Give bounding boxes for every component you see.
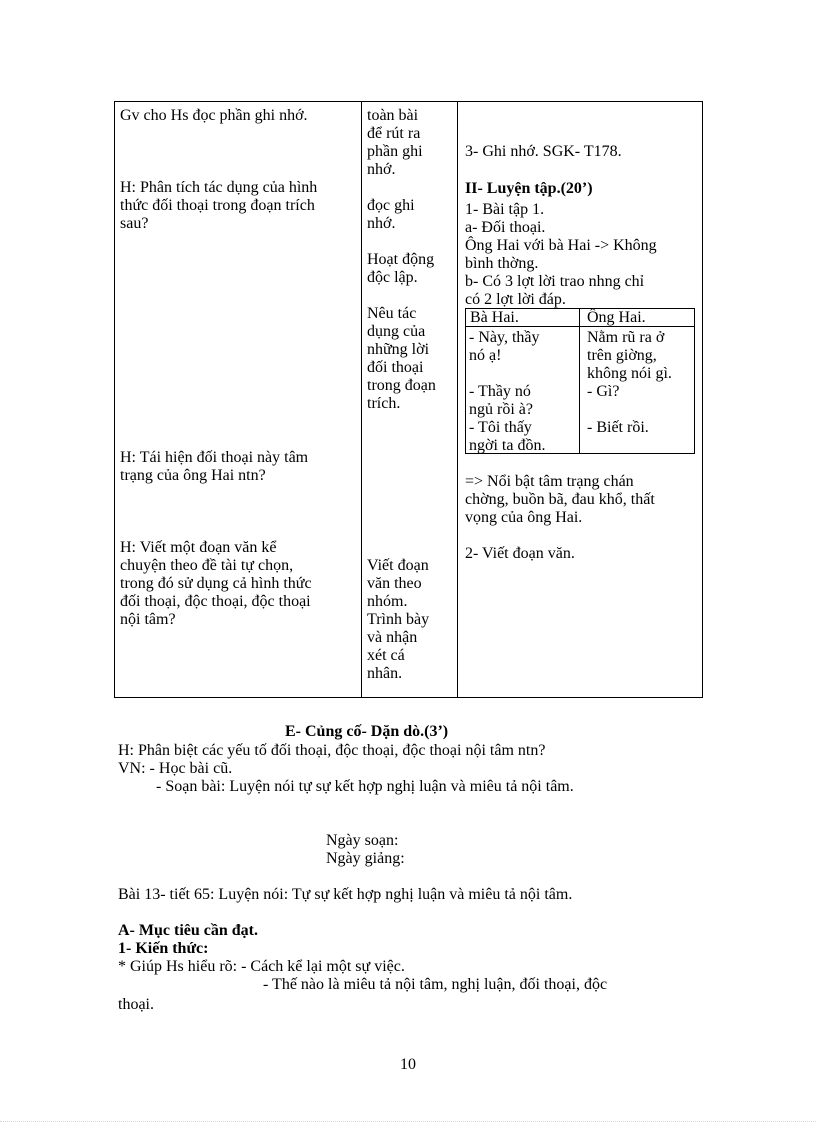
- student-effect-5: trong đoạn: [367, 377, 436, 394]
- ong-hai-line-2: trên giờng,: [587, 347, 657, 364]
- student-write-6: xét cá: [367, 647, 405, 664]
- ba-hai-line-3: - Thầy nó: [469, 383, 531, 400]
- student-step-3: phần ghi: [367, 143, 423, 160]
- student-effect-3: những lời: [367, 341, 430, 358]
- section-a-title: A- Mục tiêu cần đạt.: [118, 922, 258, 939]
- student-effect-1: Nêu tác: [367, 305, 417, 322]
- conclusion-line-3: vọng của ông Hai.: [465, 509, 583, 526]
- ong-hai-line-5: - Biết rồi.: [587, 419, 649, 436]
- student-write-2: văn theo: [367, 575, 422, 592]
- student-step-2: để rút ra: [367, 125, 421, 142]
- section-e-title: E- Củng cố- Dặn dò.(3’): [285, 723, 449, 740]
- student-write-5: và nhận: [367, 629, 418, 646]
- exercise-1a-desc-2: bình thờng.: [465, 255, 539, 272]
- ba-hai-line-4: ngủ rồi à?: [469, 401, 533, 418]
- exercise-1b-1: b- Có 3 lợt lời trao nhng chỉ: [465, 273, 645, 290]
- teacher-question-write-4: đối thoại, độc thoại, độc thoại: [120, 593, 311, 610]
- teacher-step-read: Gv cho Hs đọc phần ghi nhớ.: [120, 107, 308, 124]
- knowledge-line-3: thoại.: [118, 996, 154, 1013]
- teacher-question-write-1: H: Viết một đoạn văn kể: [120, 539, 277, 556]
- teacher-question-analyse-2: thức đối thoại trong đoạn trích: [120, 197, 315, 214]
- student-write-1: Viết đoạn: [367, 557, 429, 574]
- teacher-question-write-3: trong đó sử dụng cả hình thức: [120, 575, 312, 592]
- ong-hai-line-1: Nằm rũ ra ở: [587, 329, 665, 346]
- exercise-1a-desc-1: Ông Hai với bà Hai -> Không: [465, 237, 657, 254]
- teacher-question-reenact-1: H: Tái hiện đối thoại này tâm: [120, 449, 309, 466]
- exercise-1b-2: có 2 lợt lời đáp.: [465, 291, 566, 308]
- student-independent-1: Hoạt động: [367, 251, 435, 268]
- ba-hai-line-1: - Này, thầy: [469, 329, 540, 346]
- knowledge-line-1: * Giúp Hs hiểu rõ: - Cách kể lại một sự việc.: [118, 958, 405, 975]
- student-write-4: Trình bày: [367, 611, 430, 628]
- date-taught: Ngày giảng:: [326, 850, 405, 867]
- student-effect-4: đối thoại: [367, 359, 424, 376]
- luyen-tap-heading: II- Luyện tập.(20’): [465, 180, 593, 197]
- exercise-1-label: 1- Bài tập 1.: [465, 201, 545, 218]
- exercise-1a: a- Đối thoại.: [465, 219, 546, 236]
- conclusion-line-2: chờng, buồn bã, đau khổ, thất: [465, 491, 655, 508]
- section-e-homework-2: - Soạn bài: Luyện nói tự sự kết hợp nghị luận và miêu tả nội tâm.: [156, 778, 574, 795]
- page-number: 10: [400, 1056, 416, 1073]
- ba-hai-line-6: ngời ta đồn.: [469, 437, 546, 454]
- knowledge-line-2: - Thế nào là miêu tả nội tâm, nghị luận, đối thoại, độc: [263, 976, 608, 993]
- conclusion-line-1: => Nổi bật tâm trạng chán: [465, 473, 634, 490]
- ong-hai-line-3: không nói gì.: [587, 365, 672, 382]
- teacher-question-write-2: chuyện theo đề tài tự chọn,: [120, 557, 294, 574]
- page-bottom-edge: [0, 1121, 816, 1122]
- student-write-7: nhân.: [367, 665, 403, 682]
- student-read-1: đọc ghi: [367, 197, 415, 214]
- dialogue-divider: [579, 309, 580, 453]
- teacher-question-reenact-2: trạng của ông Hai ntn?: [120, 467, 266, 484]
- teacher-question-write-5: nội tâm?: [120, 611, 176, 628]
- student-effect-2: dụng của: [367, 323, 426, 340]
- student-step-4: nhớ.: [367, 161, 396, 178]
- ba-hai-line-2: nó ạ!: [469, 347, 502, 364]
- section-e-homework-1: VN: - Học bài cũ.: [118, 760, 233, 777]
- section-e-question: H: Phân biệt các yếu tố đối thoại, độc thoại, độc thoại nội tâm ntn?: [118, 742, 546, 759]
- student-write-3: nhóm.: [367, 593, 408, 610]
- student-independent-2: độc lập.: [367, 269, 418, 286]
- student-read-2: nhớ.: [367, 215, 396, 232]
- knowledge-heading: 1- Kiến thức:: [118, 940, 209, 957]
- dialogue-header-ba-hai: Bà Hai.: [470, 309, 519, 326]
- exercise-2-label: 2- Viết đoạn văn.: [465, 545, 575, 562]
- ong-hai-line-4: - Gì?: [587, 383, 620, 400]
- dialogue-header-ong-hai: Ông Hai.: [587, 309, 646, 326]
- column-divider-2: [457, 102, 458, 697]
- date-prepared: Ngày soạn:: [326, 832, 399, 849]
- lesson-title: Bài 13- tiết 65: Luyện nói: Tự sự kết hợp nghị luận và miêu tả nội tâm.: [118, 886, 573, 903]
- student-effect-6: trích.: [367, 395, 401, 412]
- teacher-question-analyse-1: H: Phân tích tác dụng của hình: [120, 179, 318, 196]
- teacher-question-analyse-3: sau?: [120, 215, 149, 232]
- student-step-1: toàn bài: [367, 107, 419, 124]
- ghi-nho-line: 3- Ghi nhớ. SGK- T178.: [465, 143, 622, 160]
- ba-hai-line-5: - Tôi thấy: [469, 419, 532, 436]
- column-divider-1: [361, 102, 362, 697]
